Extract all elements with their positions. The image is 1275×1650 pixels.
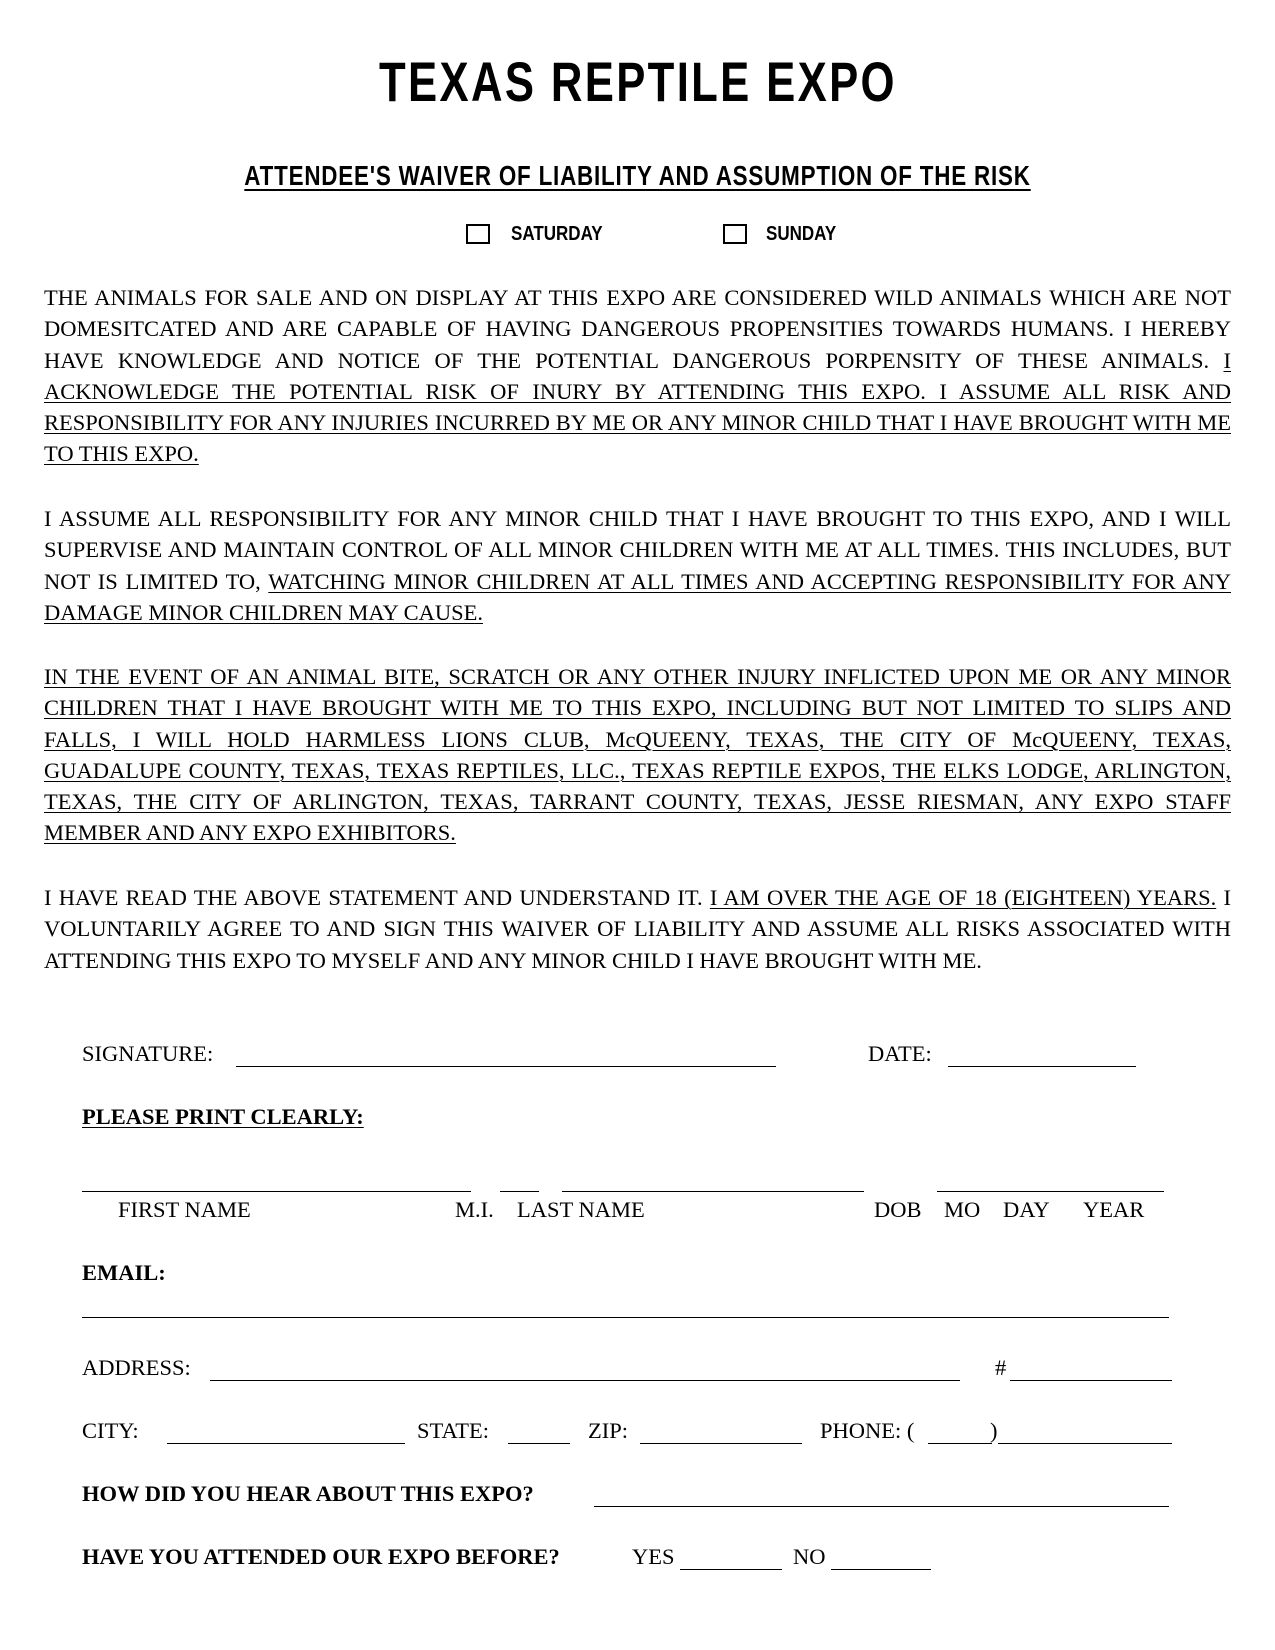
hear-about-label: HOW DID YOU HEAR ABOUT THIS EXPO? <box>82 1481 534 1506</box>
dob-field[interactable] <box>937 1191 1164 1192</box>
attended-before-label: HAVE YOU ATTENDED OUR EXPO BEFORE? <box>82 1544 560 1569</box>
unit-number-label: # <box>995 1355 1007 1380</box>
saturday-checkbox[interactable] <box>466 224 490 244</box>
paragraph-hold-harmless: IN THE EVENT OF AN ANIMAL BITE, SCRATCH OR ANY OTHER INJURY INFLICTED UPON ME OR ANY MINOR CHILDREN THAT I HAVE BROUGHT WITH ME TO THIS EXPO, INCLUDING BUT NOT LIMITED TO SLIPS AND FALLS, I WILL HOLD HARMLESS LIONS CLUB, McQUEENY, TEXAS, THE CITY OF McQUEENY, TEXAS, GUADALUPE COUNTY, TEXAS, TEXAS REPTILES, LLC., TEXAS REPTILE EXPOS, THE ELKS LODGE, ARLINGTON, TEXAS, THE CITY OF ARLINGTON, TEXAS, TARRANT COUNTY, TEXAS, JESSE RIESMAN, ANY EXPO STAFF MEMBER AND ANY EXPO EXHIBITORS. <box>44 664 1231 846</box>
last-name-label: LAST NAME <box>517 1197 645 1222</box>
attended-no-label: NO <box>793 1544 826 1569</box>
phone-close-paren: ) <box>990 1418 998 1443</box>
print-clearly-heading: PLEASE PRINT CLEARLY: <box>82 1104 364 1129</box>
address-field[interactable] <box>210 1380 960 1381</box>
zip-field[interactable] <box>640 1443 802 1444</box>
attended-yes-label: YES <box>632 1544 675 1569</box>
attended-yes-field[interactable] <box>680 1569 782 1570</box>
dob-month-label: MO <box>944 1197 981 1222</box>
sunday-label: SUNDAY <box>766 223 837 245</box>
phone-number-field[interactable] <box>998 1443 1172 1444</box>
signature-field[interactable] <box>236 1066 776 1067</box>
email-field[interactable] <box>82 1317 1169 1318</box>
phone-area-code-field[interactable] <box>928 1443 992 1444</box>
first-name-field[interactable] <box>82 1191 471 1192</box>
phone-label: PHONE: ( <box>820 1418 915 1443</box>
saturday-label: SATURDAY <box>511 223 603 245</box>
middle-initial-field[interactable] <box>500 1191 539 1192</box>
paragraph-agreement: I HAVE READ THE ABOVE STATEMENT AND UNDERSTAND IT. I AM OVER THE AGE OF 18 (EIGHTEEN) YEARS. I VOLUNTARILY AGREE TO AND SIGN THIS WAIVER OF LIABILITY AND ASSUME ALL RISKS ASSOCIATED WITH ATTENDING THIS EXPO TO MYSELF AND ANY MINOR CHILD I HAVE BROUGHT WITH ME. <box>44 885 1231 973</box>
first-name-label: FIRST NAME <box>118 1197 251 1222</box>
waiver-subtitle: ATTENDEE'S WAIVER OF LIABILITY AND ASSUMPTION OF THE RISK <box>244 160 1031 191</box>
last-name-field[interactable] <box>562 1191 864 1192</box>
dob-day-label: DAY <box>1003 1197 1050 1222</box>
zip-label: ZIP: <box>588 1418 629 1443</box>
date-label: DATE: <box>868 1041 932 1066</box>
middle-initial-label: M.I. <box>455 1197 494 1222</box>
city-field[interactable] <box>167 1443 405 1444</box>
address-label: ADDRESS: <box>82 1355 191 1380</box>
sunday-checkbox[interactable] <box>723 224 747 244</box>
city-label: CITY: <box>82 1418 139 1443</box>
attended-no-field[interactable] <box>831 1569 931 1570</box>
email-label: EMAIL: <box>82 1260 166 1285</box>
state-field[interactable] <box>508 1443 570 1444</box>
paragraph-risk-acknowledgement: THE ANIMALS FOR SALE AND ON DISPLAY AT THIS EXPO ARE CONSIDERED WILD ANIMALS WHICH ARE NOT DOMESITCATED AND ARE CAPABLE OF HAVING DANGEROUS PROPENSITIES TOWARDS HUMANS. I HEREBY HAVE KNOWLEDGE AND NOTICE OF THE POTENTIAL DANGEROUS PORPENSITY OF THESE ANIMALS. I ACKNOWLEDGE THE POTENTIAL RISK OF INURY BY ATTENDING THIS EXPO. I ASSUME ALL RISK AND RESPONSIBILITY FOR ANY INJURIES INCURRED BY ME OR ANY MINOR CHILD THAT I HAVE BROUGHT WITH ME TO THIS EXPO. <box>44 285 1231 467</box>
date-field[interactable] <box>948 1066 1136 1067</box>
paragraph-minor-responsibility: I ASSUME ALL RESPONSIBILITY FOR ANY MINOR CHILD THAT I HAVE BROUGHT TO THIS EXPO, AND I WILL SUPERVISE AND MAINTAIN CONTROL OF ALL MINOR CHILDREN WITH ME AT ALL TIMES. THIS INCLUDES, BUT NOT IS LIMITED TO, WATCHING MINOR CHILDREN AT ALL TIMES AND ACCEPTING RESPONSIBILITY FOR ANY DAMAGE MINOR CHILDREN MAY CAUSE. <box>44 506 1231 625</box>
unit-number-field[interactable] <box>1010 1380 1172 1381</box>
dob-label: DOB <box>874 1197 922 1222</box>
hear-about-field[interactable] <box>594 1506 1169 1507</box>
signature-label: SIGNATURE: <box>82 1041 214 1066</box>
dob-year-label: YEAR <box>1083 1197 1145 1222</box>
page-title: TEXAS REPTILE EXPO <box>378 50 897 113</box>
state-label: STATE: <box>417 1418 489 1443</box>
